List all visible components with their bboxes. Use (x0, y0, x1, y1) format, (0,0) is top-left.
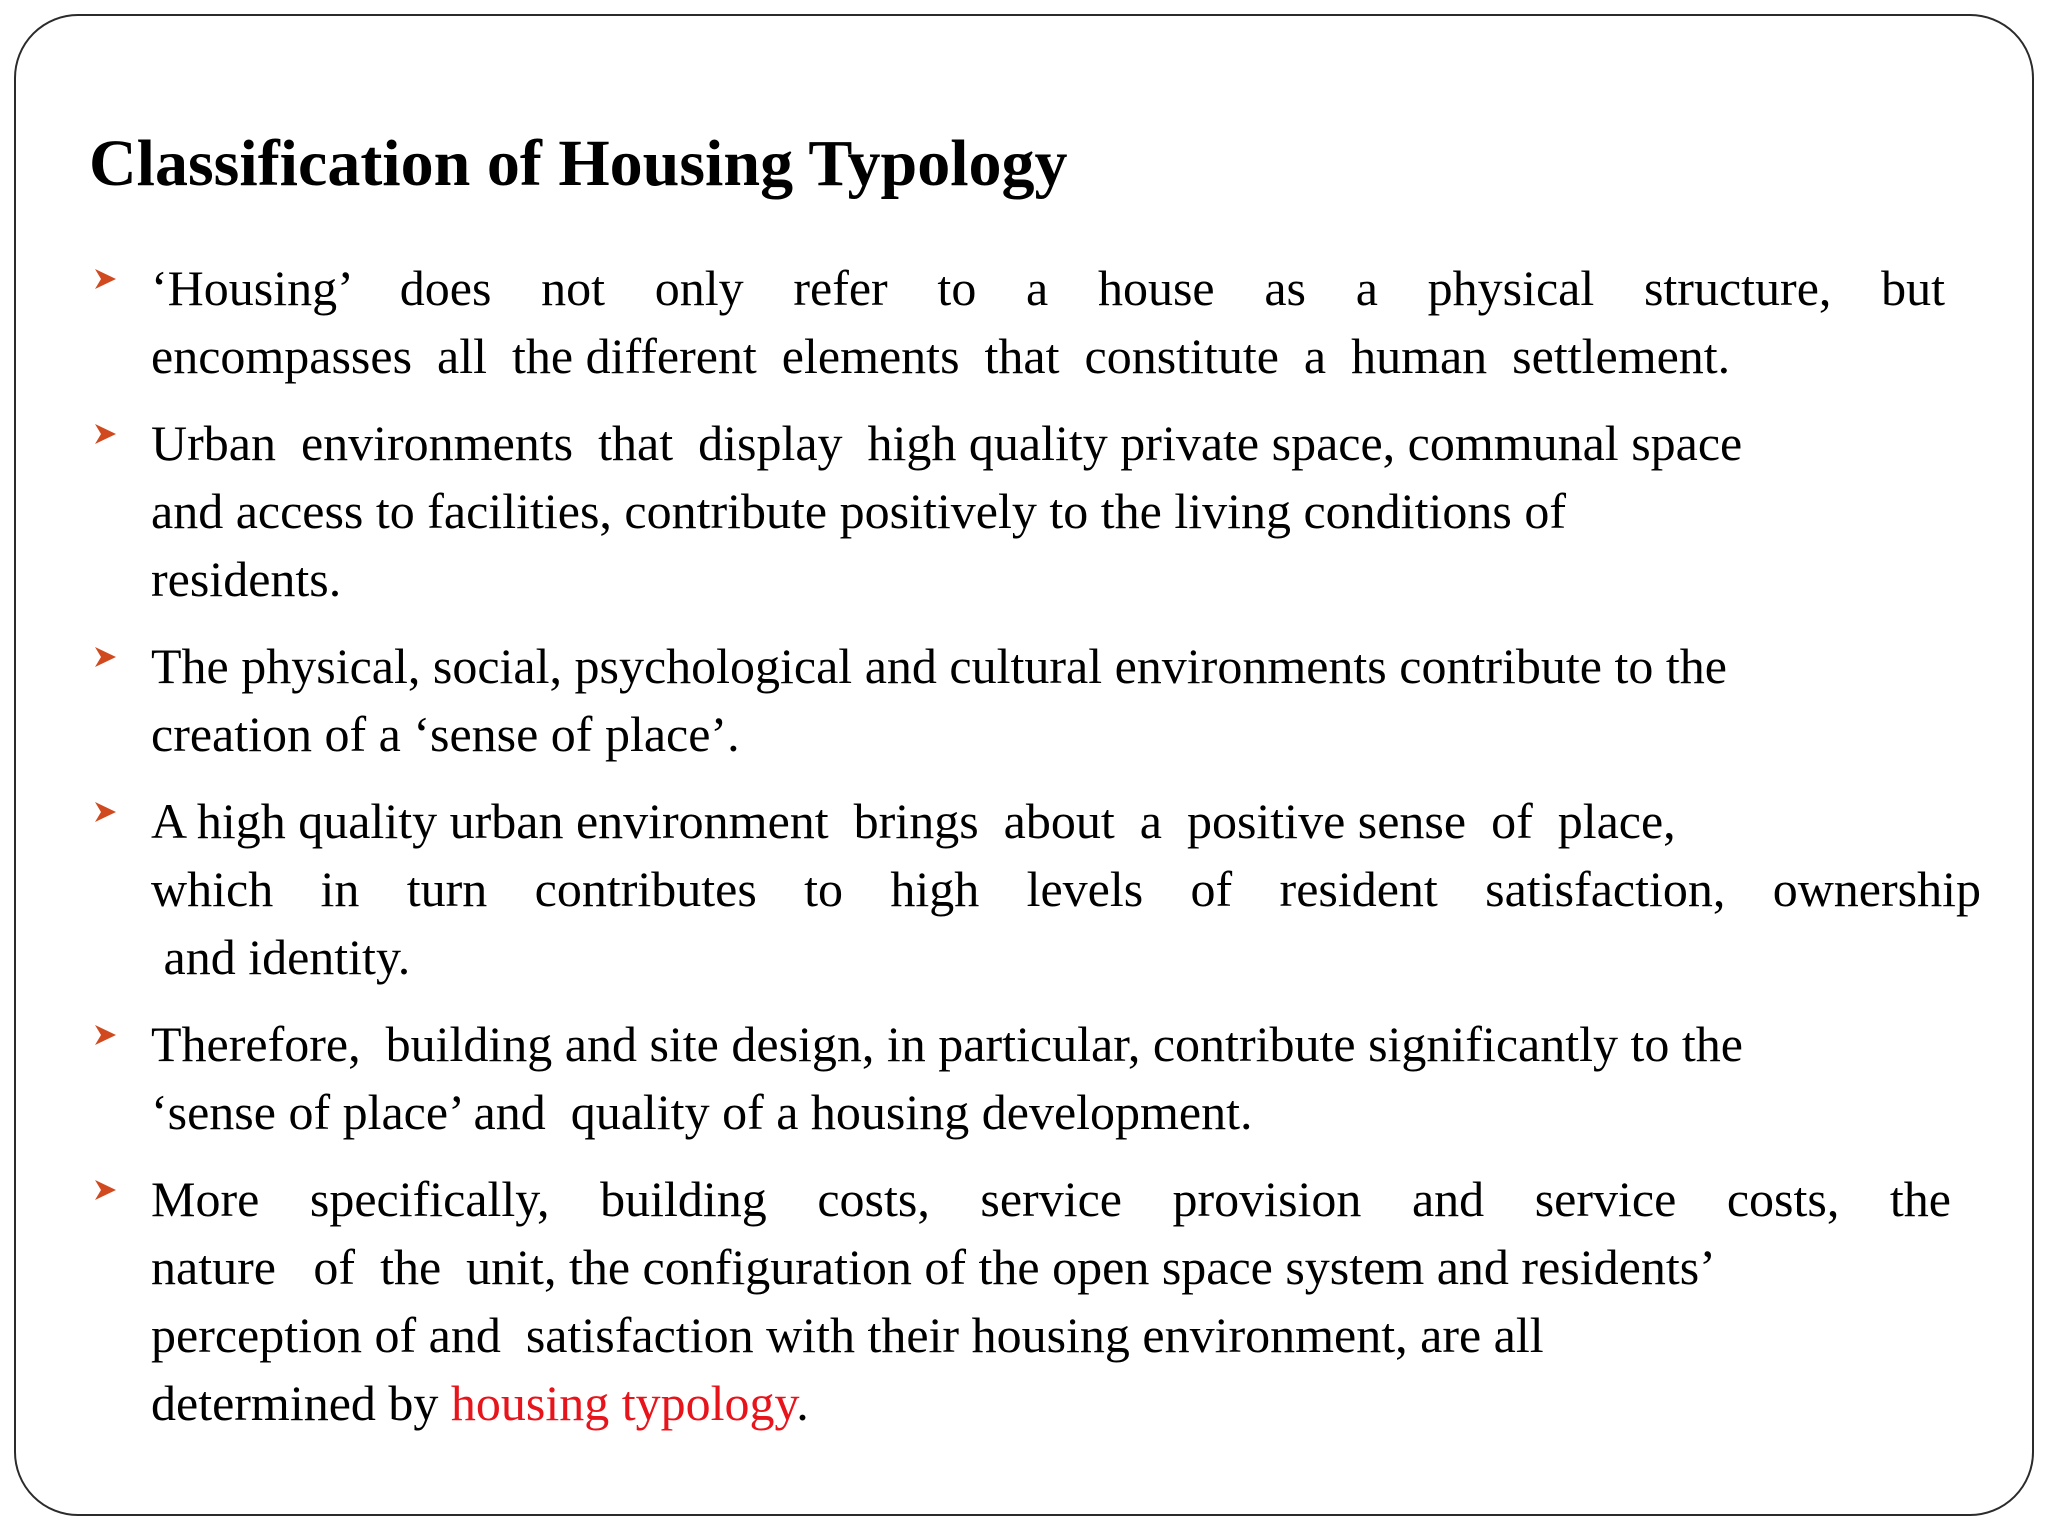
bullet-item-housing-definition (92, 254, 2012, 390)
bullet-item-sense-of-place (92, 632, 2012, 768)
highlighted-term: housing typology (450, 1375, 797, 1431)
bullet-line: creation of a ‘sense of place’. (151, 706, 740, 762)
bullet-line: residents. (151, 551, 342, 607)
bullet-line: and identity. (151, 929, 411, 985)
bullet-line: which in turn contributes to high levels of resident satisfaction, ownership (151, 861, 1981, 917)
slide-title: Classification of Housing Typology (89, 127, 1068, 200)
final-line-suffix: . (796, 1375, 809, 1431)
bullet-line: ‘Housing’ does not only refer to a house as a physical structure, but (151, 260, 1945, 316)
bullet-line: Therefore, building and site design, in particular, contribute significantly to the (151, 1016, 1743, 1072)
bullet-line: and access to facilities, contribute positively to the living conditions of (151, 483, 1566, 539)
bullet-line: A high quality urban environment brings about a positive sense of place, (151, 793, 1676, 849)
bullet-line: The physical, social, psychological and cultural environments contribute to the (151, 638, 1727, 694)
bullet-line: Urban environments that display high quality private space, communal space (151, 415, 1743, 471)
bullet-item-urban-environments (92, 409, 2012, 613)
arrowhead-icon (92, 1022, 118, 1048)
arrowhead-icon (92, 644, 118, 670)
bullet-line-final (151, 1369, 2012, 1437)
arrowhead-icon (92, 421, 118, 447)
final-line-prefix: determined by (151, 1375, 451, 1431)
bullet-line: perception of and satisfaction with their housing environment, are all (151, 1307, 1544, 1363)
bullet-item-high-quality-environment (92, 787, 2012, 991)
bullet-item-housing-typology (92, 1165, 2012, 1437)
bullet-line: ‘sense of place’ and quality of a housing development. (151, 1084, 1253, 1140)
bullet-item-building-site-design (92, 1010, 2012, 1146)
arrowhead-icon (92, 1177, 118, 1203)
bullet-line: More specifically, building costs, service provision and service costs, the (151, 1171, 1951, 1227)
bullet-list (92, 254, 2012, 1456)
arrowhead-icon (92, 799, 118, 825)
arrowhead-icon (92, 266, 118, 292)
bullet-line: nature of the unit, the configuration of the open space system and residents’ (151, 1239, 1716, 1295)
bullet-line: encompasses all the different elements that constitute a human settlement. (151, 328, 1731, 384)
